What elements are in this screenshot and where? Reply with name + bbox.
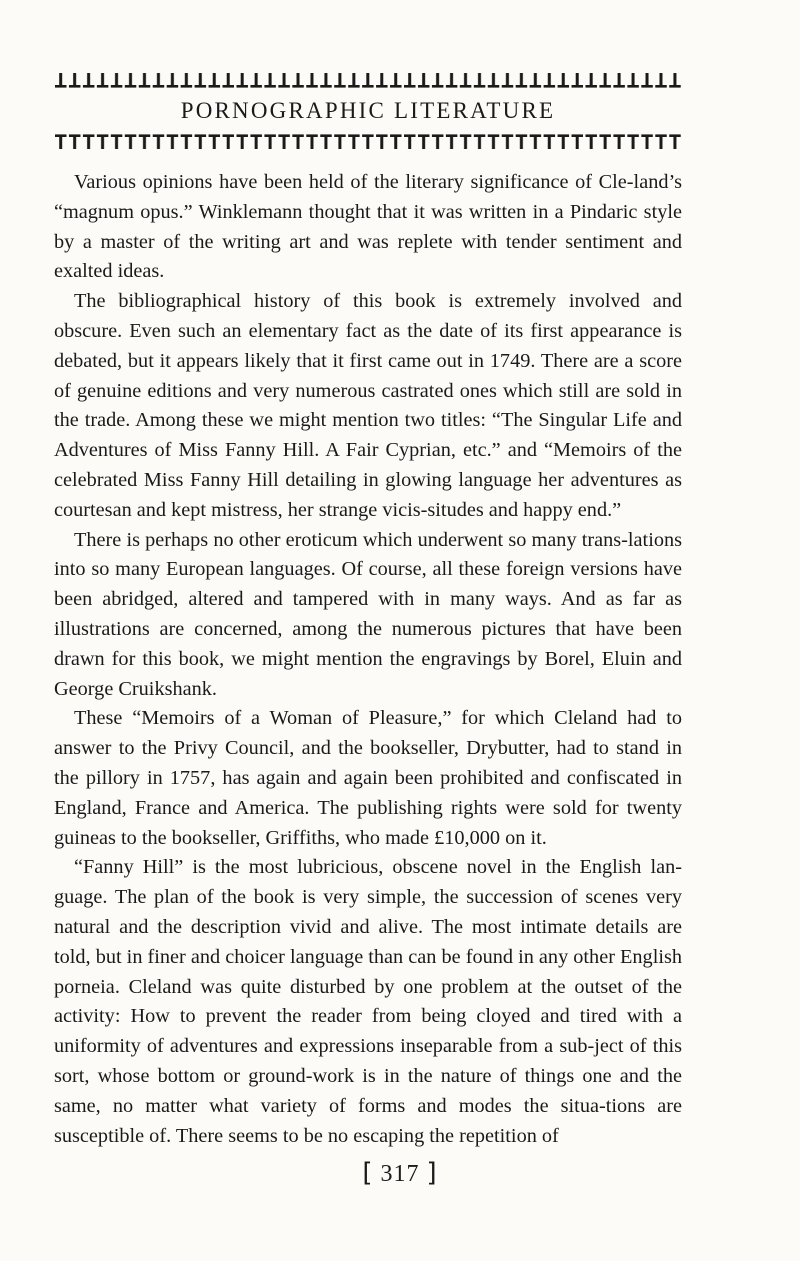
ornament-rule-top	[54, 70, 682, 90]
running-head: PORNOGRAPHIC LITERATURE	[180, 98, 556, 123]
ornament-rule-top-graphic	[54, 70, 682, 90]
folio-left-bracket: [	[362, 1158, 374, 1188]
folio-number: 317	[380, 1161, 420, 1187]
paragraph: There is perhaps no other eroticum which underwent so many trans-lations into so many European languages. Of course, all these foreign versions have been abridged, altered and tampered with in many ways. And as far as illustrations are concerned, among the numerous pictures that have been drawn for this book, we might mention the engravings by Borel, Eluin and George Cruikshank.	[54, 528, 682, 700]
paragraph: The bibliographical history of this book is extremely involved and obscure. Even such an elementary fact as the date of its first appearance is debated, but it appears likely that it first came out in 1749. There are a score of genuine editions and very numerous castrated ones which still are sold in the trade. Among these we might mention two titles: “The Singular Life and Adventures of Miss Fanny Hill. A Fair Cyprian, etc.” and “Memoirs of the celebrated Miss Fanny Hill detailing in glowing language her adventures as courtesan and kept mistress, her strange vicis-situdes and happy end.”	[54, 290, 682, 521]
paragraph: These “Memoirs of a Woman of Pleasure,” for which Cleland had to answer to the Privy Council, and the bookseller, Drybutter, had to stand in the pillory in 1757, has again and again been prohibited and confiscated in England, France and America. The publishing rights were sold for twenty guineas to the bookseller, Griffiths, who made £10,000 on it.	[54, 707, 682, 849]
body-text	[54, 168, 682, 1151]
page-number	[0, 1158, 800, 1188]
ornament-rule-bottom	[54, 132, 682, 152]
ornament-rule-bottom-graphic	[54, 132, 682, 152]
folio-right-bracket: ]	[426, 1158, 438, 1188]
page-column	[54, 70, 682, 1151]
paragraph: Various opinions have been held of the literary significance of Cle-land’s “magnum opus.” Winklemann thought that it was written in a Pindaric style by a master of the writing art and was replete with tender sentiment and exalted ideas.	[54, 171, 682, 283]
paragraph: “Fanny Hill” is the most lubricious, obscene novel in the English lan-guage. The plan of the book is very simple, the succession of scenes very natural and the description vivid and alive. The most intimate details are told, but in finer and choicer language than can be found in any other English porneia. Cleland was quite disturbed by one problem at the outset of the activity: How to prevent the reader from being cloyed and tired with a uniformity of adventures and expressions inseparable from a sub-ject of this sort, whose bottom or ground-work is in the nature of things one and the same, no matter what variety of forms and modes the situa-tions are susceptible of. There seems to be no escaping the repetition of	[54, 856, 682, 1147]
